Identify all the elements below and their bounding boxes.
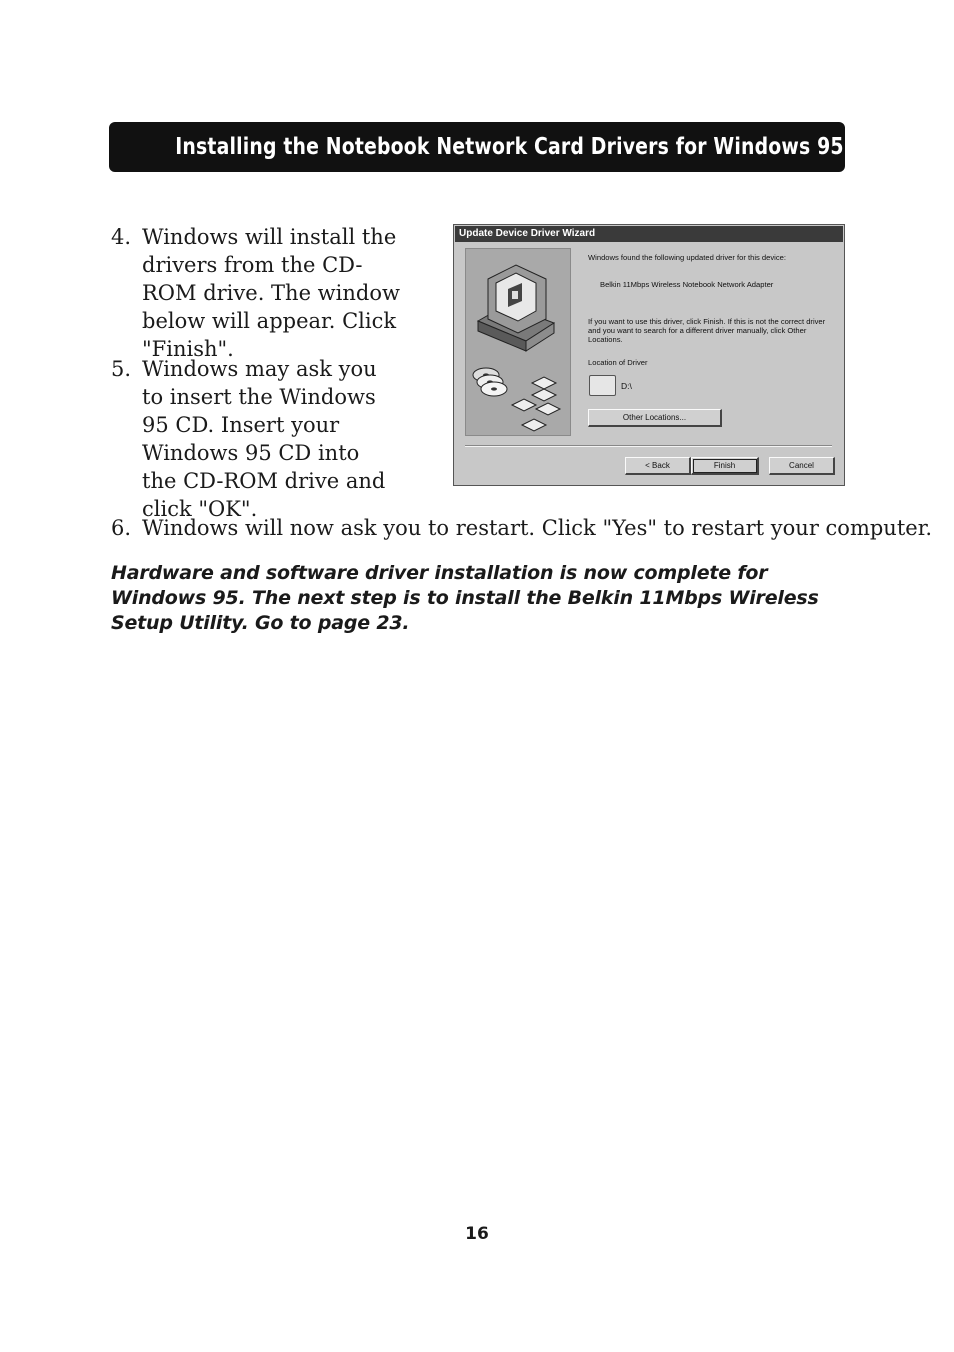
adapter-name: Belkin 11Mbps Wireless Notebook Network Adapter [600,280,774,289]
other-locations-button[interactable]: Other Locations... [588,409,722,427]
driver-found-text: Windows found the following updated driver for this device: [588,253,786,262]
computer-icon [478,265,554,351]
floppy-disk-icon [512,377,560,431]
cancel-button[interactable]: Cancel [769,457,835,475]
section-title: Installing the Notebook Network Card Drivers for Windows 95 [175,134,844,160]
completion-note: Hardware and software driver installation is now complete for Windows 95. The next step is to install the Belkin 11Mbps Wireless Setup Utility. Go to page 23. [111,562,819,634]
wizard-illustration [465,248,571,436]
cd-disc-icon [473,368,507,396]
drive-icon [589,375,616,396]
step-number: 4. [111,225,132,249]
location-label: Location of Driver [588,358,648,367]
update-driver-wizard-dialog [453,224,845,486]
step-text: Windows may ask you to insert the Windows 95 CD. Insert your Windows 95 CD into the CD-ROM drive and click "OK". [142,357,386,521]
step-number: 6. [111,516,132,540]
dialog-titlebar [455,226,843,242]
dialog-title: Update Device Driver Wizard [459,228,596,239]
dialog-separator [465,445,832,447]
back-button[interactable]: < Back [625,457,691,475]
step-text: Windows will install the drivers from the CD-ROM drive. The window below will appear. Click "Finish". [142,225,400,361]
finish-button[interactable]: Finish [691,457,759,475]
section-header-bar [109,122,845,172]
step-number: 5. [111,357,132,381]
page-number: 16 [465,1224,489,1244]
instructions-text: If you want to use this driver, click Finish. If this is not the correct driver and you want to search for a different driver manually, click Other Locations. [588,317,826,344]
step-text: Windows will now ask you to restart. Click "Yes" to restart your computer. [142,516,933,540]
drive-path: D:\ [621,381,632,391]
